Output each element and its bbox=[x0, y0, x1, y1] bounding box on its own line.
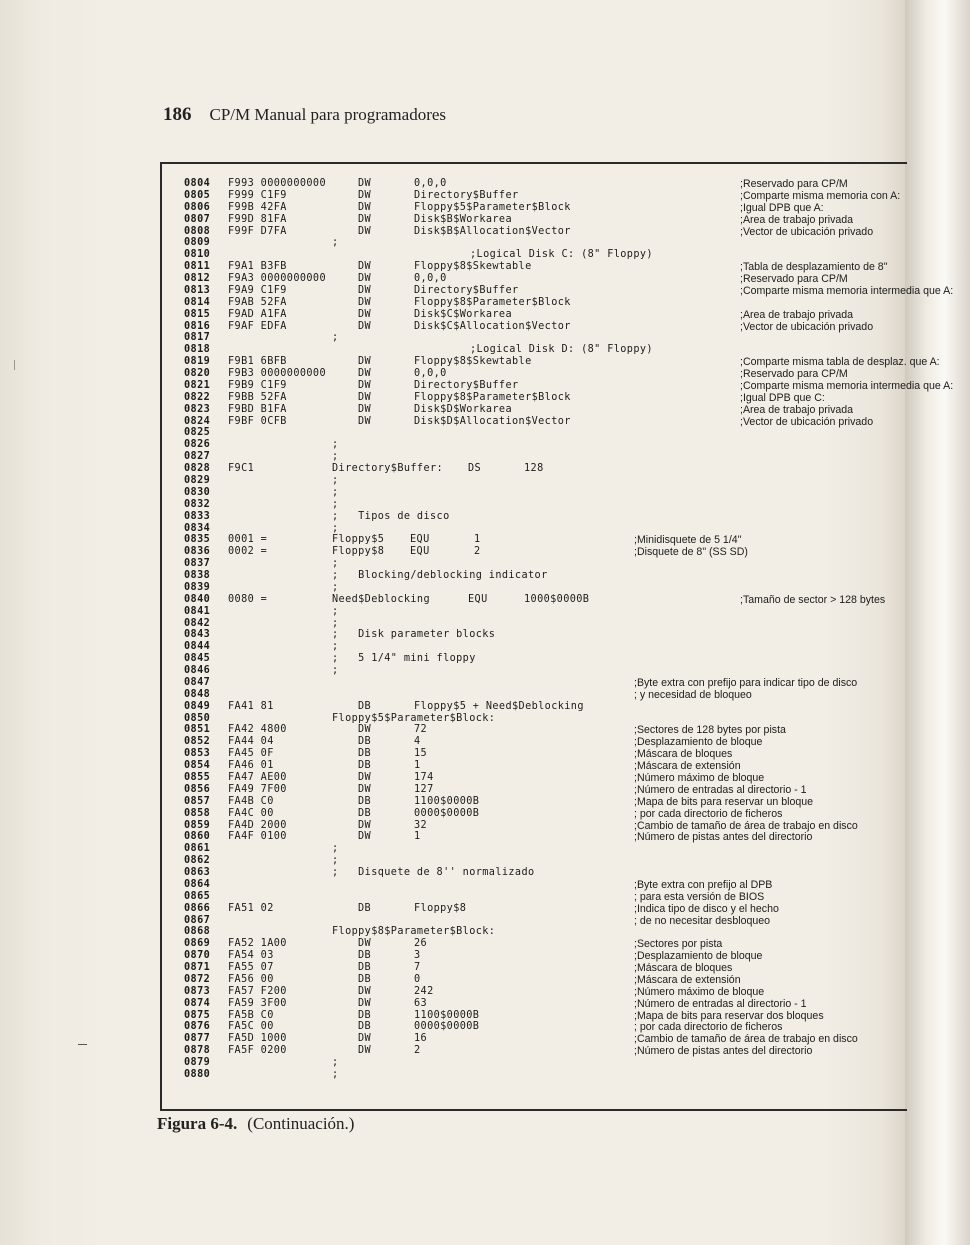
source-label: ; bbox=[332, 451, 339, 463]
operand: 1 bbox=[414, 831, 421, 843]
operand: 3 bbox=[414, 950, 421, 962]
object-code: F993 0000000000 bbox=[228, 178, 327, 189]
line-number: 0843 bbox=[184, 629, 211, 641]
line-comment: ;Tabla de desplazamiento de 8" bbox=[740, 261, 888, 274]
line-number: 0847 bbox=[184, 676, 211, 688]
line-comment: ;Indica tipo de disco y el hecho bbox=[634, 902, 779, 915]
operand: 32 bbox=[414, 819, 428, 831]
object-code: F9BF 0CFB bbox=[228, 415, 287, 427]
line-number: 0841 bbox=[184, 605, 211, 617]
line-comment: ;Máscara de bloques bbox=[634, 962, 733, 975]
line-number: 0864 bbox=[184, 878, 211, 890]
line-number: 0822 bbox=[184, 391, 211, 403]
operand: 1100$0000B bbox=[414, 795, 480, 807]
opcode: DW bbox=[358, 201, 372, 213]
line-comment: ;Disquete de 8" (SS SD) bbox=[634, 546, 748, 559]
line-number: 0880 bbox=[184, 1069, 211, 1080]
line-comment: ; para esta versión de BIOS bbox=[634, 890, 765, 903]
object-code: FA45 0F bbox=[228, 748, 274, 760]
line-number: 0874 bbox=[184, 997, 211, 1009]
line-number: 0814 bbox=[184, 296, 211, 308]
line-number: 0812 bbox=[184, 273, 211, 285]
source-label: ; bbox=[332, 522, 339, 534]
operand: Directory$Buffer bbox=[414, 379, 519, 391]
line-number: 0854 bbox=[184, 760, 211, 772]
line-comment: ;Mapa de bits para reservar un bloque bbox=[634, 795, 814, 808]
opcode: DW bbox=[358, 1045, 372, 1057]
line-number: 0858 bbox=[184, 807, 211, 819]
line-comment: ;Igual DPB que A: bbox=[740, 201, 824, 214]
line-comment: ;Número de entradas al directorio - 1 bbox=[634, 997, 807, 1010]
line-number: 0806 bbox=[184, 201, 211, 213]
line-number: 0827 bbox=[184, 451, 211, 463]
object-code: F99D 81FA bbox=[228, 213, 287, 225]
line-number: 0808 bbox=[184, 225, 211, 237]
object-code: FA51 02 bbox=[228, 902, 274, 914]
line-number: 0807 bbox=[184, 213, 211, 225]
line-number: 0865 bbox=[184, 890, 211, 902]
operand: 1100$0000B bbox=[414, 1009, 480, 1021]
line-comment: ;Area de trabajo privada bbox=[740, 403, 854, 416]
opcode: DW bbox=[358, 985, 372, 997]
line-number: 0809 bbox=[184, 237, 211, 249]
line-number: 0820 bbox=[184, 368, 211, 380]
source-label: Directory$Buffer: bbox=[332, 463, 444, 475]
object-code: F999 C1F9 bbox=[228, 189, 287, 201]
line-number: 0816 bbox=[184, 320, 211, 332]
opcode: DB bbox=[358, 950, 372, 962]
object-code: F99B 42FA bbox=[228, 201, 287, 213]
line-number: 0805 bbox=[184, 189, 211, 201]
opcode: EQU bbox=[410, 546, 430, 558]
operand: Floppy$8$Parameter$Block bbox=[414, 391, 571, 403]
line-comment: ;Máscara de extensión bbox=[634, 760, 741, 773]
line-comment: ;Número de pistas antes del directorio bbox=[634, 831, 813, 844]
operand: 1 bbox=[474, 534, 481, 546]
object-code: F9AF EDFA bbox=[228, 320, 287, 332]
line-number: 0871 bbox=[184, 962, 211, 974]
line-number: 0875 bbox=[184, 1009, 211, 1021]
object-code: F9A9 C1F9 bbox=[228, 284, 287, 296]
operand: 1000$0000B bbox=[524, 593, 590, 605]
line-number: 0870 bbox=[184, 950, 211, 962]
line-number: 0804 bbox=[184, 178, 211, 189]
line-comment: ;Desplazamiento de bloque bbox=[634, 950, 763, 963]
opcode: DB bbox=[358, 962, 372, 974]
source-label: ; Blocking/deblocking indicator bbox=[332, 570, 548, 582]
opcode: DW bbox=[358, 391, 372, 403]
figure-label: Figura 6-4. bbox=[157, 1114, 238, 1133]
object-code: 0001 = bbox=[228, 534, 268, 546]
object-code: FA4C 00 bbox=[228, 807, 274, 819]
source-label: ; bbox=[332, 332, 339, 344]
source-label: ; bbox=[332, 558, 339, 570]
line-comment: ; por cada directorio de ficheros bbox=[634, 807, 783, 820]
line-number: 0862 bbox=[184, 855, 211, 867]
operand: Disk$B$Workarea bbox=[414, 213, 513, 225]
source-label: ; bbox=[332, 581, 339, 593]
line-number: 0873 bbox=[184, 985, 211, 997]
opcode: DW bbox=[358, 356, 372, 368]
line-number: 0825 bbox=[184, 427, 211, 439]
object-code: FA5C 00 bbox=[228, 1021, 274, 1033]
opcode: DW bbox=[358, 178, 372, 189]
line-number: 0869 bbox=[184, 938, 211, 950]
operand: Disk$D$Allocation$Vector bbox=[414, 415, 571, 427]
object-code: FA4B C0 bbox=[228, 795, 274, 807]
line-number: 0855 bbox=[184, 772, 211, 783]
line-comment: ;Número máximo de bloque bbox=[634, 985, 765, 998]
operand: 0000$0000B bbox=[414, 807, 480, 819]
line-number: 0821 bbox=[184, 379, 211, 391]
opcode: DW bbox=[358, 1033, 372, 1045]
line-comment: ;Número máximo de bloque bbox=[634, 772, 765, 784]
opcode: DW bbox=[358, 261, 372, 273]
operand: Floppy$8$Skewtable bbox=[414, 356, 532, 368]
line-number: 0879 bbox=[184, 1057, 211, 1069]
opcode: DW bbox=[358, 819, 372, 831]
line-comment: ;Cambio de tamaño de área de trabajo en disco bbox=[634, 1033, 858, 1046]
operand: Floppy$8 bbox=[414, 902, 467, 914]
opcode: DW bbox=[358, 379, 372, 391]
operand: Floppy$5 + Need$Deblocking bbox=[414, 700, 584, 712]
line-number: 0837 bbox=[184, 558, 211, 570]
object-code: F9BD B1FA bbox=[228, 403, 287, 415]
line-comment: ;Máscara de bloques bbox=[634, 748, 733, 761]
object-code: FA4D 2000 bbox=[228, 819, 287, 831]
line-number: 0867 bbox=[184, 914, 211, 926]
line-number: 0863 bbox=[184, 867, 211, 879]
opcode: DW bbox=[358, 225, 372, 237]
opcode: DW bbox=[358, 938, 372, 950]
line-number: 0834 bbox=[184, 522, 211, 534]
operand: ;Logical Disk D: (8" Floppy) bbox=[470, 344, 653, 356]
line-comment: ;Reservado para CP/M bbox=[740, 273, 848, 286]
source-label: ; bbox=[332, 1057, 339, 1069]
operand: 127 bbox=[414, 783, 434, 795]
line-comment: ;Sectores por pista bbox=[634, 938, 723, 951]
line-number: 0872 bbox=[184, 973, 211, 985]
object-code: F9B3 0000000000 bbox=[228, 368, 327, 380]
opcode: DB bbox=[358, 1021, 372, 1033]
opcode: DW bbox=[358, 831, 372, 843]
opcode: DB bbox=[358, 760, 372, 772]
object-code: F9B9 C1F9 bbox=[228, 379, 287, 391]
source-label: ; bbox=[332, 439, 339, 451]
line-number: 0878 bbox=[184, 1045, 211, 1057]
source-label: ; bbox=[332, 486, 339, 498]
opcode: DW bbox=[358, 403, 372, 415]
source-label: ; 5 1/4" mini floppy bbox=[332, 653, 476, 665]
line-comment: ;Comparte misma memoria intermedia que A: bbox=[740, 379, 954, 392]
line-comment: ; de no necesitar desbloqueo bbox=[634, 914, 771, 927]
object-code: FA4F 0100 bbox=[228, 831, 287, 843]
page-number: 186 bbox=[163, 104, 192, 125]
line-comment: ;Vector de ubicación privado bbox=[740, 415, 874, 428]
opcode: DW bbox=[358, 213, 372, 225]
line-comment: ;Reservado para CP/M bbox=[740, 368, 848, 381]
opcode: DW bbox=[358, 189, 372, 201]
line-number: 0849 bbox=[184, 700, 211, 712]
object-code: F9AD A1FA bbox=[228, 308, 287, 320]
line-comment: ;Vector de ubicación privado bbox=[740, 225, 874, 238]
line-number: 0823 bbox=[184, 403, 211, 415]
line-comment: ;Máscara de extensión bbox=[634, 973, 741, 986]
line-comment: ;Byte extra con prefijo para indicar tipo de disco bbox=[634, 676, 858, 689]
line-number: 0829 bbox=[184, 475, 211, 486]
line-number: 0848 bbox=[184, 688, 211, 700]
source-label: Floppy$8 bbox=[332, 546, 385, 558]
operand: 0 bbox=[414, 973, 421, 985]
line-number: 0813 bbox=[184, 284, 211, 296]
line-comment: ;Número de pistas antes del directorio bbox=[634, 1045, 813, 1058]
opcode: DB bbox=[358, 902, 372, 914]
margin-mark bbox=[14, 360, 15, 370]
source-label: ; bbox=[332, 617, 339, 629]
object-code: FA59 3F00 bbox=[228, 997, 287, 1009]
source-label: Floppy$5$Parameter$Block: bbox=[332, 712, 496, 724]
object-code: FA5B C0 bbox=[228, 1009, 274, 1021]
line-number: 0818 bbox=[184, 344, 211, 356]
object-code: 0080 = bbox=[228, 593, 268, 605]
source-label: ; Tipos de disco bbox=[332, 510, 450, 522]
object-code: F9A1 B3FB bbox=[228, 261, 287, 273]
opcode: DB bbox=[358, 748, 372, 760]
line-number: 0832 bbox=[184, 498, 211, 510]
line-number: 0836 bbox=[184, 546, 211, 558]
operand: Disk$C$Workarea bbox=[414, 308, 513, 320]
operand: 2 bbox=[474, 546, 481, 558]
line-number: 0856 bbox=[184, 783, 211, 795]
line-comment: ;Comparte misma memoria intermedia que A: bbox=[740, 284, 954, 297]
object-code: F9AB 52FA bbox=[228, 296, 287, 308]
line-number: 0840 bbox=[184, 593, 211, 605]
opcode: DB bbox=[358, 736, 372, 748]
line-comment: ;Area de trabajo privada bbox=[740, 308, 854, 321]
operand: 63 bbox=[414, 997, 428, 1009]
margin-mark bbox=[78, 1044, 87, 1045]
line-comment: ;Desplazamiento de bloque bbox=[634, 736, 763, 749]
object-code: F9BB 52FA bbox=[228, 391, 287, 403]
line-comment: ;Tamaño de sector > 128 bytes bbox=[740, 593, 886, 606]
line-number: 0876 bbox=[184, 1021, 211, 1033]
line-comment: ;Vector de ubicación privado bbox=[740, 320, 874, 333]
operand: Directory$Buffer bbox=[414, 189, 519, 201]
running-title: CP/M Manual para programadores bbox=[209, 105, 447, 124]
operand: 0000$0000B bbox=[414, 1021, 480, 1033]
opcode: DW bbox=[358, 724, 372, 736]
source-label: Floppy$5 bbox=[332, 534, 385, 546]
operand: Directory$Buffer bbox=[414, 284, 519, 296]
opcode: DB bbox=[358, 973, 372, 985]
object-code: FA44 04 bbox=[228, 736, 274, 748]
line-comment: ;Minidisquete de 5 1/4'' bbox=[634, 534, 742, 547]
object-code: FA49 7F00 bbox=[228, 783, 287, 795]
operand: 26 bbox=[414, 938, 428, 950]
line-comment: ;Comparte misma memoria con A: bbox=[740, 189, 901, 202]
object-code: FA46 01 bbox=[228, 760, 274, 772]
operand: 174 bbox=[414, 772, 434, 783]
operand: Floppy$5$Parameter$Block bbox=[414, 201, 571, 213]
line-number: 0819 bbox=[184, 356, 211, 368]
operand: 0,0,0 bbox=[414, 368, 447, 380]
operand: Floppy$8$Skewtable bbox=[414, 261, 532, 273]
line-number: 0859 bbox=[184, 819, 211, 831]
line-number: 0828 bbox=[184, 463, 211, 475]
object-code: FA41 81 bbox=[228, 700, 274, 712]
opcode: DB bbox=[358, 795, 372, 807]
operand: Disk$C$Allocation$Vector bbox=[414, 320, 571, 332]
line-number: 0846 bbox=[184, 665, 211, 677]
object-code: FA56 00 bbox=[228, 973, 274, 985]
operand: 15 bbox=[414, 748, 428, 760]
source-label: ; Disk parameter blocks bbox=[332, 629, 496, 641]
operand: 242 bbox=[414, 985, 434, 997]
line-number: 0833 bbox=[184, 510, 211, 522]
opcode: DW bbox=[358, 772, 372, 783]
line-number: 0817 bbox=[184, 332, 211, 344]
object-code: F99F D7FA bbox=[228, 225, 287, 237]
line-comment: ;Byte extra con prefijo al DPB bbox=[634, 878, 773, 891]
opcode: DW bbox=[358, 273, 372, 285]
line-number: 0866 bbox=[184, 902, 211, 914]
operand: ;Logical Disk C: (8" Floppy) bbox=[470, 249, 653, 261]
operand: 72 bbox=[414, 724, 428, 736]
operand: 16 bbox=[414, 1033, 428, 1045]
operand: 2 bbox=[414, 1045, 421, 1057]
source-label: ; bbox=[332, 237, 339, 249]
figure-caption-text: (Continuación.) bbox=[247, 1114, 355, 1133]
object-code: FA52 1A00 bbox=[228, 938, 287, 950]
opcode: DB bbox=[358, 807, 372, 819]
line-comment: ;Area de trabajo privada bbox=[740, 213, 854, 226]
operand: 0,0,0 bbox=[414, 273, 447, 285]
operand: 1 bbox=[414, 760, 421, 772]
page-header bbox=[163, 104, 446, 126]
figure-caption bbox=[157, 1114, 354, 1134]
line-comment: ;Mapa de bits para reservar dos bloques bbox=[634, 1009, 824, 1022]
source-label: Need$Deblocking bbox=[332, 593, 431, 605]
line-number: 0844 bbox=[184, 641, 211, 653]
line-number: 0860 bbox=[184, 831, 211, 843]
object-code: F9A3 0000000000 bbox=[228, 273, 327, 285]
line-number: 0853 bbox=[184, 748, 211, 760]
opcode: DB bbox=[358, 1009, 372, 1021]
line-number: 0835 bbox=[184, 534, 211, 546]
source-label: Floppy$8$Parameter$Block: bbox=[332, 926, 496, 938]
source-label: ; Disquete de 8'' normalizado bbox=[332, 867, 535, 879]
line-number: 0810 bbox=[184, 249, 211, 261]
object-code: FA54 03 bbox=[228, 950, 274, 962]
operand: Disk$D$Workarea bbox=[414, 403, 513, 415]
object-code: F9B1 6BFB bbox=[228, 356, 287, 368]
operand: Disk$B$Allocation$Vector bbox=[414, 225, 571, 237]
line-number: 0850 bbox=[184, 712, 211, 724]
operand: 128 bbox=[524, 463, 544, 475]
line-number: 0877 bbox=[184, 1033, 211, 1045]
line-number: 0861 bbox=[184, 843, 211, 855]
source-label: ; bbox=[332, 498, 339, 510]
object-code: FA42 4800 bbox=[228, 724, 287, 736]
line-comment: ; por cada directorio de ficheros bbox=[634, 1021, 783, 1034]
operand: 4 bbox=[414, 736, 421, 748]
source-label: ; bbox=[332, 1069, 339, 1080]
source-label: ; bbox=[332, 665, 339, 677]
line-comment: ;Número de entradas al directorio - 1 bbox=[634, 783, 807, 796]
source-label: ; bbox=[332, 843, 339, 855]
line-number: 0824 bbox=[184, 415, 211, 427]
line-number: 0851 bbox=[184, 724, 211, 736]
opcode: DW bbox=[358, 320, 372, 332]
opcode: DW bbox=[358, 284, 372, 296]
listing-frame bbox=[160, 162, 954, 1111]
line-number: 0845 bbox=[184, 653, 211, 665]
line-number: 0838 bbox=[184, 570, 211, 582]
operand: 7 bbox=[414, 962, 421, 974]
operand: Floppy$8$Parameter$Block bbox=[414, 296, 571, 308]
source-label: ; bbox=[332, 475, 339, 486]
opcode: DB bbox=[358, 700, 372, 712]
object-code: FA5F 0200 bbox=[228, 1045, 287, 1057]
opcode: DW bbox=[358, 296, 372, 308]
opcode: DW bbox=[358, 308, 372, 320]
line-number: 0811 bbox=[184, 261, 211, 273]
line-number: 0826 bbox=[184, 439, 211, 451]
line-comment: ;Cambio de tamaño de área de trabajo en disco bbox=[634, 819, 858, 832]
opcode: EQU bbox=[410, 534, 430, 546]
opcode: DW bbox=[358, 368, 372, 380]
line-comment: ;Reservado para CP/M bbox=[740, 178, 848, 190]
object-code: FA57 F200 bbox=[228, 985, 287, 997]
line-comment: ;Comparte misma tabla de desplaz. que A: bbox=[740, 356, 940, 369]
line-number: 0815 bbox=[184, 308, 211, 320]
line-comment: ;Igual DPB que C: bbox=[740, 391, 825, 404]
opcode: EQU bbox=[468, 593, 488, 605]
line-number: 0857 bbox=[184, 795, 211, 807]
page-gutter bbox=[905, 0, 970, 1245]
opcode: DW bbox=[358, 783, 372, 795]
line-number: 0868 bbox=[184, 926, 211, 938]
line-number: 0839 bbox=[184, 581, 211, 593]
source-label: ; bbox=[332, 605, 339, 617]
object-code: F9C1 bbox=[228, 463, 255, 475]
line-comment: ; y necesidad de bloqueo bbox=[634, 688, 752, 701]
object-code: FA47 AE00 bbox=[228, 772, 287, 783]
opcode: DW bbox=[358, 415, 372, 427]
object-code: FA55 07 bbox=[228, 962, 274, 974]
operand: 0,0,0 bbox=[414, 178, 447, 189]
opcode: DS bbox=[468, 463, 482, 475]
line-comment: ;Sectores de 128 bytes por pista bbox=[634, 724, 786, 737]
line-number: 0830 bbox=[184, 486, 211, 498]
line-number: 0852 bbox=[184, 736, 211, 748]
source-label: ; bbox=[332, 855, 339, 867]
opcode: DW bbox=[358, 997, 372, 1009]
object-code: FA5D 1000 bbox=[228, 1033, 287, 1045]
object-code: 0002 = bbox=[228, 546, 268, 558]
line-number: 0842 bbox=[184, 617, 211, 629]
source-label: ; bbox=[332, 641, 339, 653]
